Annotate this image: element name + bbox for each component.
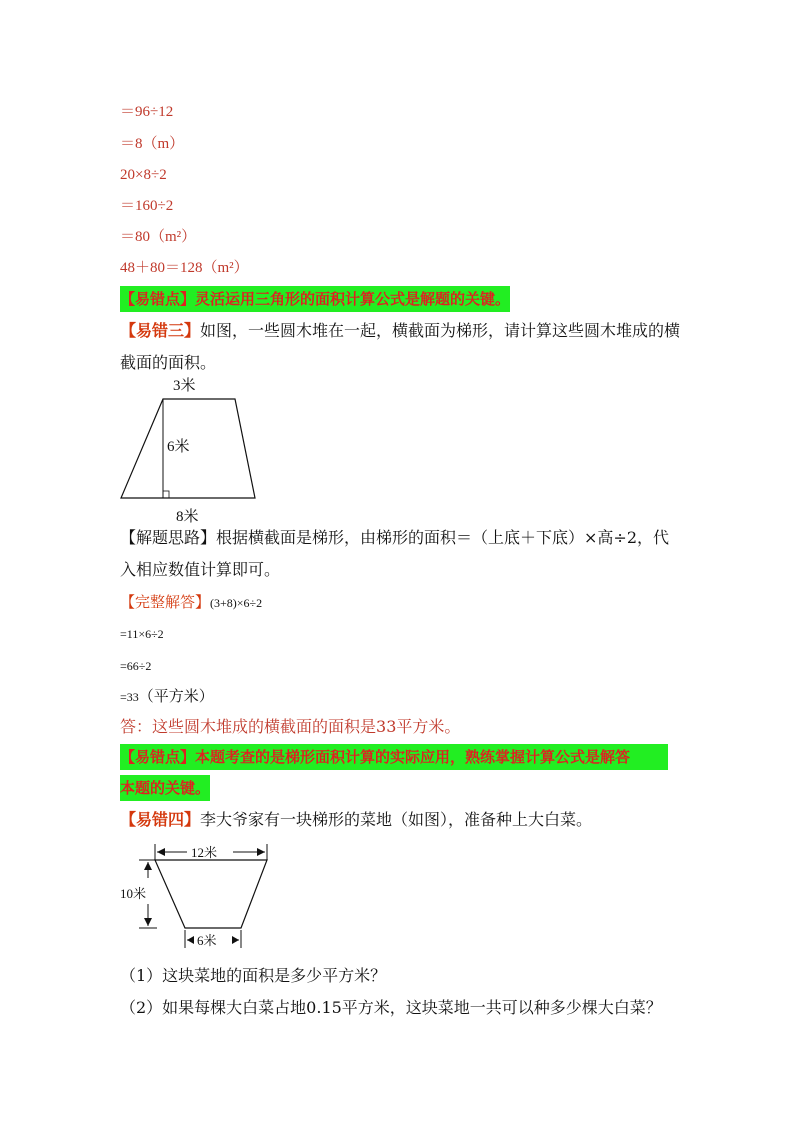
solution-expr: (3+8)×6÷2	[210, 596, 263, 610]
fig2-trapezoid	[155, 860, 267, 928]
solution-tag: 【完整解答】	[120, 593, 211, 611]
solution-result: =33	[120, 690, 139, 704]
thinking-line2: 入相应数值计算即可。	[120, 560, 281, 579]
problem-4-line: 李大爷家有一块梯形的菜地（如图），准备种上大白菜。	[200, 810, 593, 829]
fig1-right-angle-mark	[163, 491, 169, 498]
thinking-line1	[120, 528, 669, 548]
solution-line2: =11×6÷2	[120, 627, 164, 641]
problem-4-text	[120, 810, 592, 830]
thinking-tag: 【解题思路】	[120, 528, 217, 547]
calc-line: ＝80（m²）	[120, 229, 197, 245]
error-note-text: 【易错点】灵活运用三角形的面积计算公式是解题的关键。	[120, 290, 511, 308]
fig2-top-arrow-left	[157, 848, 165, 856]
fig2-height-label: 10米	[120, 886, 147, 901]
solution-line3: =66÷2	[120, 659, 152, 673]
error-note-2-line2	[120, 775, 210, 801]
question-1: （1）这块菜地的面积是多少平方米？	[120, 966, 387, 985]
problem-4-tag: 【易错四】	[120, 810, 201, 829]
fig2-bottom-arrow-right	[232, 936, 239, 944]
calc-line: 20×8÷2	[120, 167, 167, 183]
error-note-2-line1	[120, 744, 668, 770]
fig1-height-label: 6米	[167, 439, 190, 455]
error-note-2-text2: 本题的关键。	[120, 779, 211, 797]
calc-line: 48＋80＝128（m²）	[120, 260, 249, 276]
fig2-height-arrow-up	[144, 862, 152, 870]
error-note-2-text1: 【易错点】本题考查的是梯形面积计算的实际应用，熟练掌握计算公式是解答	[120, 748, 631, 766]
calc-line: ＝160÷2	[120, 198, 174, 214]
answer-suffix: 平方米。	[396, 717, 461, 736]
fig2-bottom-label: 6米	[197, 933, 217, 948]
fig2-height-arrow-down	[144, 918, 152, 926]
answer-prefix: 答：这些圆木堆成的横截面的面积是	[120, 717, 377, 736]
answer-line	[120, 717, 460, 737]
problem-3-text	[120, 321, 680, 341]
trapezoid-figure-2	[115, 838, 275, 953]
problem-3-line1: 如图，一些圆木堆在一起，横截面为梯形，请计算这些圆木堆成的横	[200, 321, 681, 340]
fig2-top-arrow-right	[257, 848, 265, 856]
fig1-bottom-label: 8米	[176, 509, 199, 525]
fig1-top-label: 3米	[173, 378, 196, 394]
solution-unit: （平方米）	[138, 687, 214, 705]
thinking-text: 根据横截面是梯形，由梯形的面积＝（上底＋下底）×高÷2，代	[216, 528, 670, 547]
fig2-bottom-arrow-left	[187, 936, 194, 944]
solution-line4	[120, 686, 214, 707]
question-2: （2）如果每棵大白菜占地0.15平方米，这块菜地一共可以种多少棵大白菜？	[120, 998, 662, 1017]
solution-line1	[120, 592, 262, 613]
error-note-highlight	[120, 286, 510, 312]
problem-3-text-cont: 截面的面积。	[120, 353, 217, 372]
calc-line: ＝8（m）	[120, 136, 185, 152]
problem-3-tag: 【易错三】	[120, 321, 201, 340]
answer-value: 33	[376, 717, 397, 736]
calc-line: ＝96÷12	[120, 104, 174, 120]
trapezoid-figure-1	[110, 372, 270, 527]
fig2-top-label: 12米	[191, 845, 218, 860]
